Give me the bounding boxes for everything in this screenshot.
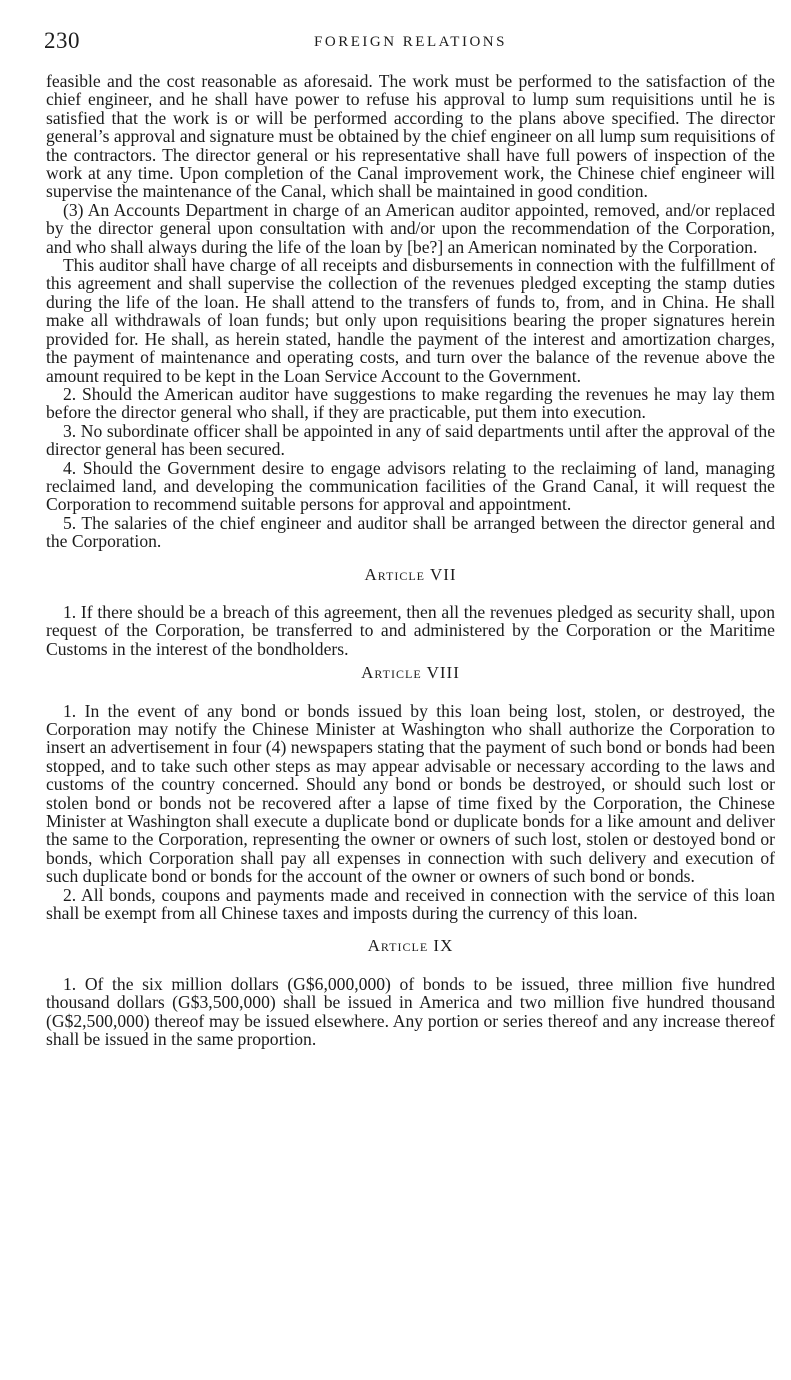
article-8-paragraph-1: 1. In the event of any bond or bonds issued by this loan being lost, stolen, or destroyed, the Corporation may notify the Chinese Minister at Washington who shall authorize the Corporation to insert an advertisement in four (4) newspapers stating that the payment of such bond or bonds had been stopped, and to take such other steps as may appear advisable or necessary according to the laws and customs of the country concerned. Should any bond or bonds be destroyed, or should such lost or stolen bond or bonds not be recovered after a lapse of time fixed by the Corporation, the Chinese Minister at Washington shall execute a duplicate bond or duplicate bonds for a like amount and deliver the same to the Corporation, representing the owner or owners of such lost, stolen or destoyed bond or bonds, which Corporation shall pay all expenses in connection with such delivery and execution of such duplicate bond or bonds for the account of the owner or owners of such bond or bonds. bbox=[46, 700, 775, 887]
article-7-heading: Article VII bbox=[364, 564, 457, 584]
paragraph-salaries: 5. The salaries of the chief engineer and auditor shall be arranged between the director general and the Corporation. bbox=[46, 512, 775, 552]
paragraph-accounts-department: (3) An Accounts Department in charge of an American auditor appointed, removed, and/or replaced by the director general upon consultation with and/or upon the recommendation of the Corporation, and who shall always during the life of the loan by [be?] an American nominated by the Corporation. bbox=[46, 199, 775, 257]
paragraph-subordinate-officers: 3. No subordinate officer shall be appointed in any of said departments until after the approval of the director general has been secured. bbox=[46, 420, 775, 460]
paragraph-auditor-duties: This auditor shall have charge of all receipts and disbursements in connection with the fulfillment of this agreement and shall supervise the collection of the revenues pledged excepting the stamp duties during the life of the loan. He shall attend to the transfers of funds to, from, and in China. He shall make all withdrawals of loan funds; but only upon requisitions bearing the proper signatures herein provided for. He shall, as herein stated, handle the payment of the interest and amortization charges, the payment of maintenance and operating costs, and turn over the balance of the revenue above the amount required to be kept in the Loan Service Account to the Government. bbox=[46, 255, 775, 386]
article-9-paragraph-1: 1. Of the six million dollars (G$6,000,000) of bonds to be issued, three million five hundred thousand dollars (G$3,500,000) shall be issued in America and two million five hundred thousand (G$2,500,000) thereof may be issued elsewhere. Any portion or series thereof and any increase thereof shall be issued in the same proportion. bbox=[46, 973, 775, 1050]
document-body bbox=[46, 72, 775, 1049]
article-9-heading: Article IX bbox=[367, 936, 454, 956]
continued-paragraph: feasible and the cost reasonable as aforesaid. The work must be performed to the satisfaction of the chief engineer, and he shall have power to refuse his approval to lump sum requisitions until he is satisfied that the work is or will be performed according to the plans above specified. The director general’s approval and signature must be obtained by the chief engineer on all lump sum requisitions of the contractors. The director general or his representative shall have full powers of inspection of the work at any time. Upon completion of the Canal improvement work, the Chinese chief engineer will supervise the maintenance of the Canal, which shall be maintained in good condition. bbox=[46, 71, 775, 202]
page-header bbox=[46, 28, 775, 72]
running-head: FOREIGN RELATIONS bbox=[314, 34, 507, 50]
article-8-heading: Article VIII bbox=[361, 663, 460, 683]
page-number: 230 bbox=[44, 28, 80, 53]
paragraph-auditor-suggestions: 2. Should the American auditor have suggestions to make regarding the revenues he may lay them before the director general who shall, if they are practicable, put them into execution. bbox=[46, 383, 775, 423]
paragraph-advisors: 4. Should the Government desire to engage advisors relating to the reclaiming of land, managing reclaimed land, and developing the communication facilities of the Grand Canal, it will request the Corporation to recommend suitable persons for approval and appointment. bbox=[46, 457, 775, 515]
article-7-paragraph-1: 1. If there should be a breach of this agreement, then all the revenues pledged as security shall, upon request of the Corporation, be transferred to and administered by the Corporation or the Maritime Customs in the interest of the bondholders. bbox=[46, 601, 775, 659]
article-8-paragraph-2: 2. All bonds, coupons and payments made and received in connection with the service of this loan shall be exempt from all Chinese taxes and imposts during the currency of this loan. bbox=[46, 884, 775, 924]
